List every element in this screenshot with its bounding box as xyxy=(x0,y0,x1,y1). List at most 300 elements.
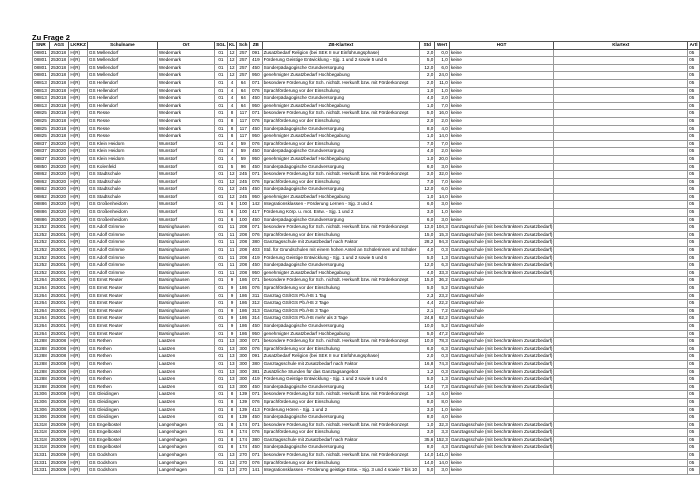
cell-schulname: GS Hellendorf xyxy=(87,79,157,87)
cell-klartext xyxy=(554,353,688,361)
cell-schulname: GS Ernst Reuter xyxy=(87,315,157,323)
table-row xyxy=(33,345,700,353)
cell-hgt: keine xyxy=(449,64,554,72)
table-row xyxy=(33,414,700,422)
cell-zb: 076 xyxy=(250,178,262,186)
cell-sch: 270 xyxy=(237,467,250,475)
cell-artl: 05 xyxy=(688,49,700,57)
table-row xyxy=(33,117,700,125)
cell-hgt: keine xyxy=(449,72,554,80)
cell-snr: 31318 xyxy=(33,444,50,452)
cell-klartext xyxy=(554,360,688,368)
cell-lkrkz: H(R) xyxy=(69,406,88,414)
cell-snr: 31306 xyxy=(33,391,50,399)
cell-wert: 6,3 xyxy=(435,345,450,353)
cell-wert: 7,0 xyxy=(435,178,450,186)
cell-snr: 31306 xyxy=(33,398,50,406)
cell-schulname: GS Klein Heidorn xyxy=(87,140,157,148)
cell-ort: Langenhagen xyxy=(157,436,214,444)
cell-klartext xyxy=(554,338,688,346)
cell-zb-klartext: Förderung Geistige Entwicklung - Sjg. 1 und 2 sowie 5 und 6 xyxy=(262,254,420,262)
cell-ort: Laatzen xyxy=(157,383,214,391)
cell-ort: Wedemark xyxy=(157,95,214,103)
cell-kl: 4 xyxy=(227,79,237,87)
cell-klartext xyxy=(554,209,688,217)
cell-snr: 31252 xyxy=(33,254,50,262)
table-row xyxy=(33,398,700,406)
cell-klartext xyxy=(554,383,688,391)
cell-zb-klartext: besondere Förderung für Sch. nichtdt. Herkunft bzw. mit Förderkonzept xyxy=(262,338,420,346)
cell-artl: 05 xyxy=(688,72,700,80)
cell-ags: 253020 xyxy=(49,140,69,148)
cell-zb: 076 xyxy=(250,345,262,353)
cell-artl: 05 xyxy=(688,292,700,300)
cell-zb-klartext: Zusatzbedarf Religion (bei SEK II nur Einführungsphase) xyxy=(262,49,420,57)
cell-schulname: GS Klein Heidorn xyxy=(87,155,157,163)
cell-sgl: 01 xyxy=(215,467,227,475)
cell-schulname: GS Ernst Reuter xyxy=(87,307,157,315)
cell-artl: 05 xyxy=(688,345,700,353)
cell-hgt: keine xyxy=(449,193,554,201)
cell-std: 35,6 xyxy=(420,436,435,444)
cell-ort: Langenhagen xyxy=(157,444,214,452)
cell-sgl: 01 xyxy=(215,436,227,444)
cell-sch: 117 xyxy=(237,117,250,125)
cell-ags: 253018 xyxy=(49,57,69,65)
cell-ort: Barsinghausen xyxy=(157,239,214,247)
cell-schulname: GS Mellendorf xyxy=(87,49,157,57)
cell-std: 8,0 xyxy=(420,414,435,422)
cell-lkrkz: H(R) xyxy=(69,360,88,368)
cell-sch: 59 xyxy=(237,155,250,163)
cell-zb-klartext: besondere Förderung für Sch. nichtdt. Herkunft bzw. mit Förderkonzept xyxy=(262,110,420,118)
cell-hgt: keine xyxy=(449,216,554,224)
cell-lkrkz: H(R) xyxy=(69,307,88,315)
cell-hgt: keine xyxy=(449,148,554,156)
cell-lkrkz: H(R) xyxy=(69,193,88,201)
cell-schulname: GS Gleidingen xyxy=(87,391,157,399)
cell-lkrkz: H(R) xyxy=(69,315,88,323)
cell-std: 4,0 xyxy=(420,95,435,103)
cell-ags: 253009 xyxy=(49,452,69,460)
cell-wert: 6,0 xyxy=(435,64,450,72)
cell-schulname: GS Mellendorf xyxy=(87,57,157,65)
cell-sch: 300 xyxy=(237,368,250,376)
cell-snr: 08837 xyxy=(33,155,50,163)
cell-schulname: GS Rethen xyxy=(87,383,157,391)
table-row xyxy=(33,353,700,361)
cell-sgl: 01 xyxy=(215,87,227,95)
cell-artl: 05 xyxy=(688,277,700,285)
cell-ags: 253020 xyxy=(49,209,69,217)
cell-lkrkz: H(R) xyxy=(69,216,88,224)
cell-snr: 31288 xyxy=(33,338,50,346)
table-row xyxy=(33,269,700,277)
cell-snr: 31318 xyxy=(33,436,50,444)
cell-lkrkz: H(R) xyxy=(69,376,88,384)
cell-ort: Barsinghausen xyxy=(157,224,214,232)
cell-zb: 419 xyxy=(250,57,262,65)
cell-lkrkz: H(R) xyxy=(69,338,88,346)
cell-artl: 05 xyxy=(688,307,700,315)
cell-zb: 450 xyxy=(250,95,262,103)
cell-artl: 05 xyxy=(688,216,700,224)
cell-sch: 245 xyxy=(237,193,250,201)
cell-zb: 950 xyxy=(250,72,262,80)
cell-zb: 311 xyxy=(250,292,262,300)
cell-sgl: 01 xyxy=(215,315,227,323)
cell-wert: 7,3 xyxy=(435,383,450,391)
cell-klartext xyxy=(554,330,688,338)
cell-schulname: GS Godshorn xyxy=(87,459,157,467)
table-row xyxy=(33,216,700,224)
cell-sgl: 01 xyxy=(215,171,227,179)
cell-sgl: 01 xyxy=(215,79,227,87)
cell-std: 4,4 xyxy=(420,300,435,308)
cell-sch: 186 xyxy=(237,277,250,285)
cell-schulname: GS Godshorn xyxy=(87,452,157,460)
cell-hgt: keine xyxy=(449,57,554,65)
cell-klartext xyxy=(554,79,688,87)
cell-snr: 31331 xyxy=(33,467,50,475)
cell-sgl: 01 xyxy=(215,383,227,391)
cell-snr: 31288 xyxy=(33,376,50,384)
cell-std: 2,0 xyxy=(420,72,435,80)
cell-sgl: 01 xyxy=(215,421,227,429)
cell-ort: Barsinghausen xyxy=(157,262,214,270)
cell-kl: 13 xyxy=(227,360,237,368)
cell-hgt: Ganztagsschule (mit beschränktem Zusatzbedarf) xyxy=(449,360,554,368)
cell-zb-klartext: Sonderpädagogische Grundversorgung xyxy=(262,322,420,330)
cell-snr: 08825 xyxy=(33,133,50,141)
cell-std: 8,0 xyxy=(420,125,435,133)
table-row xyxy=(33,155,700,163)
cell-schulname: GS Stadtschule xyxy=(87,178,157,186)
cell-zb-klartext: Sprachförderung vor der Einschulung xyxy=(262,117,420,125)
cell-kl: 4 xyxy=(227,102,237,110)
cell-sgl: 01 xyxy=(215,353,227,361)
cell-artl: 05 xyxy=(688,338,700,346)
cell-schulname: GS Klein Heidorn xyxy=(87,148,157,156)
table-row xyxy=(33,140,700,148)
cell-zb: 450 xyxy=(250,322,262,330)
cell-ort: Laatzen xyxy=(157,360,214,368)
cell-schulname: GS Großenheidorn xyxy=(87,216,157,224)
cell-sch: 174 xyxy=(237,436,250,444)
cell-schulname: GS Rethen xyxy=(87,368,157,376)
cell-artl: 05 xyxy=(688,383,700,391)
cell-zb-klartext: Zusatzbedarf Religion (bei SEK II nur Einführungsphase) xyxy=(262,353,420,361)
cell-hgt: Ganztagsschule (mit beschränktem Zusatzbedarf) xyxy=(449,338,554,346)
cell-schulname: GS Rethen xyxy=(87,353,157,361)
cell-sgl: 01 xyxy=(215,277,227,285)
cell-sgl: 01 xyxy=(215,330,227,338)
cell-ort: Wunstorf xyxy=(157,193,214,201)
cell-kl: 13 xyxy=(227,353,237,361)
cell-ort: Wedemark xyxy=(157,110,214,118)
cell-wert: 32,3 xyxy=(435,421,450,429)
cell-lkrkz: H(R) xyxy=(69,231,88,239)
cell-wert: 94,3 xyxy=(435,239,450,247)
cell-wert: 104,3 xyxy=(435,224,450,232)
cell-artl: 05 xyxy=(688,239,700,247)
cell-ags: 253001 xyxy=(49,292,69,300)
cell-sgl: 01 xyxy=(215,224,227,232)
cell-ags: 253018 xyxy=(49,95,69,103)
cell-artl: 05 xyxy=(688,231,700,239)
cell-hgt: Ganztagsschule (mit beschränktem Zusatzbedarf) xyxy=(449,368,554,376)
cell-kl: 11 xyxy=(227,239,237,247)
cell-kl: 6 xyxy=(227,201,237,209)
cell-snr: 08801 xyxy=(33,72,50,80)
cell-zb-klartext: Sprachförderung vor der Einschulung xyxy=(262,231,420,239)
cell-ags: 253018 xyxy=(49,102,69,110)
cell-ags: 253020 xyxy=(49,148,69,156)
cell-artl: 05 xyxy=(688,133,700,141)
table-row xyxy=(33,330,700,338)
cell-zb: 313 xyxy=(250,307,262,315)
cell-hgt: Ganztagsschule (mit beschränktem Zusatzbedarf) xyxy=(449,239,554,247)
table-row xyxy=(33,322,700,330)
cell-wert: 3,0 xyxy=(435,163,450,171)
cell-schulname: GS Rethen xyxy=(87,338,157,346)
cell-zb-klartext: genehmigter Zusatzbedarf Hochbegabung xyxy=(262,102,420,110)
cell-zb: 076 xyxy=(250,87,262,95)
cell-zb-klartext: Std. für Grundschulen mit einem hohen Anteil an Schülerinnen und Schüler xyxy=(262,247,420,255)
cell-kl: 4 xyxy=(227,140,237,148)
cell-klartext xyxy=(554,148,688,156)
cell-wert: 3,3 xyxy=(435,429,450,437)
table-row xyxy=(33,452,700,460)
cell-zb-klartext: Zusätzliche Stunden für das Ganztagsangebot xyxy=(262,368,420,376)
cell-zb-klartext: besondere Förderung für Sch. nichtdt. Herkunft bzw. mit Förderkonzept xyxy=(262,171,420,179)
cell-hgt: Ganztagsschule (mit beschränktem Zusatzbedarf) xyxy=(449,231,554,239)
table-row xyxy=(33,429,700,437)
cell-kl: 9 xyxy=(227,292,237,300)
table-row xyxy=(33,64,700,72)
cell-klartext xyxy=(554,133,688,141)
cell-ags: 253001 xyxy=(49,224,69,232)
cell-zb: 419 xyxy=(250,376,262,384)
cell-std: 12,0 xyxy=(420,64,435,72)
cell-zb-klartext: genehmigter Zusatzbedarf Hochbegabung xyxy=(262,72,420,80)
cell-zb: 417 xyxy=(250,209,262,217)
cell-zb: 071 xyxy=(250,79,262,87)
table-row xyxy=(33,201,700,209)
cell-sgl: 01 xyxy=(215,193,227,201)
cell-snr: 31264 xyxy=(33,300,50,308)
cell-sch: 208 xyxy=(237,239,250,247)
cell-artl: 05 xyxy=(688,201,700,209)
cell-std: 6,0 xyxy=(420,216,435,224)
cell-sgl: 01 xyxy=(215,95,227,103)
cell-lkrkz: H(R) xyxy=(69,140,88,148)
cell-artl: 05 xyxy=(688,163,700,171)
cell-sch: 208 xyxy=(237,231,250,239)
cell-kl: 9 xyxy=(227,330,237,338)
cell-artl: 05 xyxy=(688,155,700,163)
cell-klartext xyxy=(554,292,688,300)
cell-wert: 2,0 xyxy=(435,148,450,156)
cell-artl: 05 xyxy=(688,209,700,217)
cell-zb: 950 xyxy=(250,155,262,163)
cell-klartext xyxy=(554,398,688,406)
cell-kl: 8 xyxy=(227,133,237,141)
cell-klartext xyxy=(554,95,688,103)
cell-kl: 11 xyxy=(227,269,237,277)
cell-ort: Laatzen xyxy=(157,398,214,406)
cell-klartext xyxy=(554,391,688,399)
cell-sgl: 01 xyxy=(215,201,227,209)
cell-zb-klartext: besondere Förderung für Sch. nichtdt. Herkunft bzw. mit Förderkonzept xyxy=(262,452,420,460)
cell-kl: 9 xyxy=(227,300,237,308)
cell-kl: 8 xyxy=(227,436,237,444)
cell-kl: 12 xyxy=(227,186,237,194)
cell-artl: 05 xyxy=(688,140,700,148)
table-body xyxy=(33,49,700,474)
cell-hgt: Ganztagsschule (mit beschränktem Zusatzbedarf) xyxy=(449,345,554,353)
cell-zb: 076 xyxy=(250,140,262,148)
cell-schulname: GS Adolf Grimme xyxy=(87,269,157,277)
cell-sgl: 01 xyxy=(215,300,227,308)
cell-ags: 253020 xyxy=(49,216,69,224)
cell-wert: 33,3 xyxy=(435,269,450,277)
cell-snr: 08825 xyxy=(33,117,50,125)
cell-wert: 1,3 xyxy=(435,254,450,262)
cell-snr: 08813 xyxy=(33,95,50,103)
cell-lkrkz: H(R) xyxy=(69,292,88,300)
cell-sch: 300 xyxy=(237,338,250,346)
column-header-artl: Artl xyxy=(688,42,700,50)
cell-zb: 076 xyxy=(250,117,262,125)
cell-wert: 47,2 xyxy=(435,330,450,338)
cell-std: 5,0 xyxy=(420,110,435,118)
cell-klartext xyxy=(554,345,688,353)
cell-zb-klartext: Ganztagsschule mit Zusatzbedarf nach Faktor xyxy=(262,360,420,368)
cell-snr: 31252 xyxy=(33,224,50,232)
cell-lkrkz: H(R) xyxy=(69,436,88,444)
cell-ort: Wedemark xyxy=(157,87,214,95)
cell-sch: 257 xyxy=(237,49,250,57)
cell-sgl: 01 xyxy=(215,133,227,141)
cell-wert: 5,2 xyxy=(435,285,450,293)
cell-ags: 253001 xyxy=(49,277,69,285)
cell-artl: 05 xyxy=(688,452,700,460)
cell-sch: 139 xyxy=(237,406,250,414)
table-row xyxy=(33,231,700,239)
cell-wert: 2,0 xyxy=(435,117,450,125)
cell-zb: 380 xyxy=(250,239,262,247)
cell-zb-klartext: Sonderpädagogische Grundversorgung xyxy=(262,383,420,391)
cell-sgl: 01 xyxy=(215,459,227,467)
cell-schulname: GS Ernst Reuter xyxy=(87,322,157,330)
cell-artl: 05 xyxy=(688,429,700,437)
cell-sgl: 01 xyxy=(215,269,227,277)
cell-schulname: GS Godshorn xyxy=(87,467,157,475)
cell-wert: 0,3 xyxy=(435,368,450,376)
cell-klartext xyxy=(554,414,688,422)
cell-sch: 174 xyxy=(237,421,250,429)
cell-ort: Wedemark xyxy=(157,117,214,125)
cell-snr: 08813 xyxy=(33,87,50,95)
cell-artl: 05 xyxy=(688,414,700,422)
cell-kl: 6 xyxy=(227,216,237,224)
cell-sch: 64 xyxy=(237,95,250,103)
cell-ags: 253001 xyxy=(49,254,69,262)
cell-sch: 270 xyxy=(237,452,250,460)
cell-ort: Laatzen xyxy=(157,391,214,399)
cell-wert: 3,0 xyxy=(435,216,450,224)
cell-lkrkz: H(R) xyxy=(69,277,88,285)
cell-artl: 05 xyxy=(688,406,700,414)
cell-sch: 208 xyxy=(237,254,250,262)
cell-klartext xyxy=(554,231,688,239)
cell-zb-klartext: besondere Förderung für Sch. nichtdt. Herkunft bzw. mit Förderkonzept xyxy=(262,224,420,232)
cell-sch: 186 xyxy=(237,322,250,330)
cell-ort: Wedemark xyxy=(157,72,214,80)
cell-ags: 253020 xyxy=(49,171,69,179)
cell-std: 7,0 xyxy=(420,140,435,148)
cell-hgt: Ganztagsschule (mit beschränktem Zusatzbedarf) xyxy=(449,421,554,429)
table-row xyxy=(33,436,700,444)
cell-ags: 253001 xyxy=(49,262,69,270)
cell-klartext xyxy=(554,102,688,110)
table-row xyxy=(33,193,700,201)
cell-zb-klartext: besondere Förderung für Sch. nichtdt. Herkunft bzw. mit Förderkonzept xyxy=(262,79,420,87)
cell-sgl: 01 xyxy=(215,72,227,80)
cell-sch: 186 xyxy=(237,285,250,293)
cell-std: 14,0 xyxy=(420,459,435,467)
cell-std: 24,8 xyxy=(420,315,435,323)
cell-zb: 450 xyxy=(250,64,262,72)
cell-snr: 08837 xyxy=(33,148,50,156)
cell-zb-klartext: Förderung Körp. u. mot. Entw. - Sjg. 1 und 2 xyxy=(262,209,420,217)
cell-snr: 31264 xyxy=(33,315,50,323)
cell-lkrkz: H(R) xyxy=(69,269,88,277)
cell-ort: Wunstorf xyxy=(157,178,214,186)
table-row xyxy=(33,224,700,232)
cell-zb-klartext: genehmigter Zusatzbedarf Hochbegabung xyxy=(262,193,420,201)
cell-zb: 450 xyxy=(250,444,262,452)
cell-wert: 15,3 xyxy=(435,231,450,239)
cell-std: 10,0 xyxy=(420,338,435,346)
cell-std: 8,0 xyxy=(420,444,435,452)
cell-wert: 8,0 xyxy=(435,398,450,406)
cell-hgt: Ganztagsschule xyxy=(449,315,554,323)
cell-artl: 05 xyxy=(688,224,700,232)
cell-lkrkz: H(R) xyxy=(69,429,88,437)
cell-zb: 091 xyxy=(250,353,262,361)
cell-sch: 245 xyxy=(237,171,250,179)
cell-sgl: 01 xyxy=(215,64,227,72)
cell-schulname: GS Rethen xyxy=(87,360,157,368)
cell-kl: 8 xyxy=(227,421,237,429)
cell-ags: 253008 xyxy=(49,376,69,384)
cell-wert: 24,0 xyxy=(435,72,450,80)
cell-std: 2,3 xyxy=(420,292,435,300)
cell-ags: 253009 xyxy=(49,421,69,429)
cell-klartext xyxy=(554,140,688,148)
cell-sgl: 01 xyxy=(215,247,227,255)
cell-ags: 253001 xyxy=(49,285,69,293)
cell-lkrkz: H(R) xyxy=(69,64,88,72)
cell-ags: 253001 xyxy=(49,307,69,315)
column-header-sch: Sch xyxy=(237,42,250,50)
data-table xyxy=(32,41,700,475)
cell-lkrkz: H(R) xyxy=(69,102,88,110)
table-row xyxy=(33,163,700,171)
cell-wert: 1,0 xyxy=(435,209,450,217)
